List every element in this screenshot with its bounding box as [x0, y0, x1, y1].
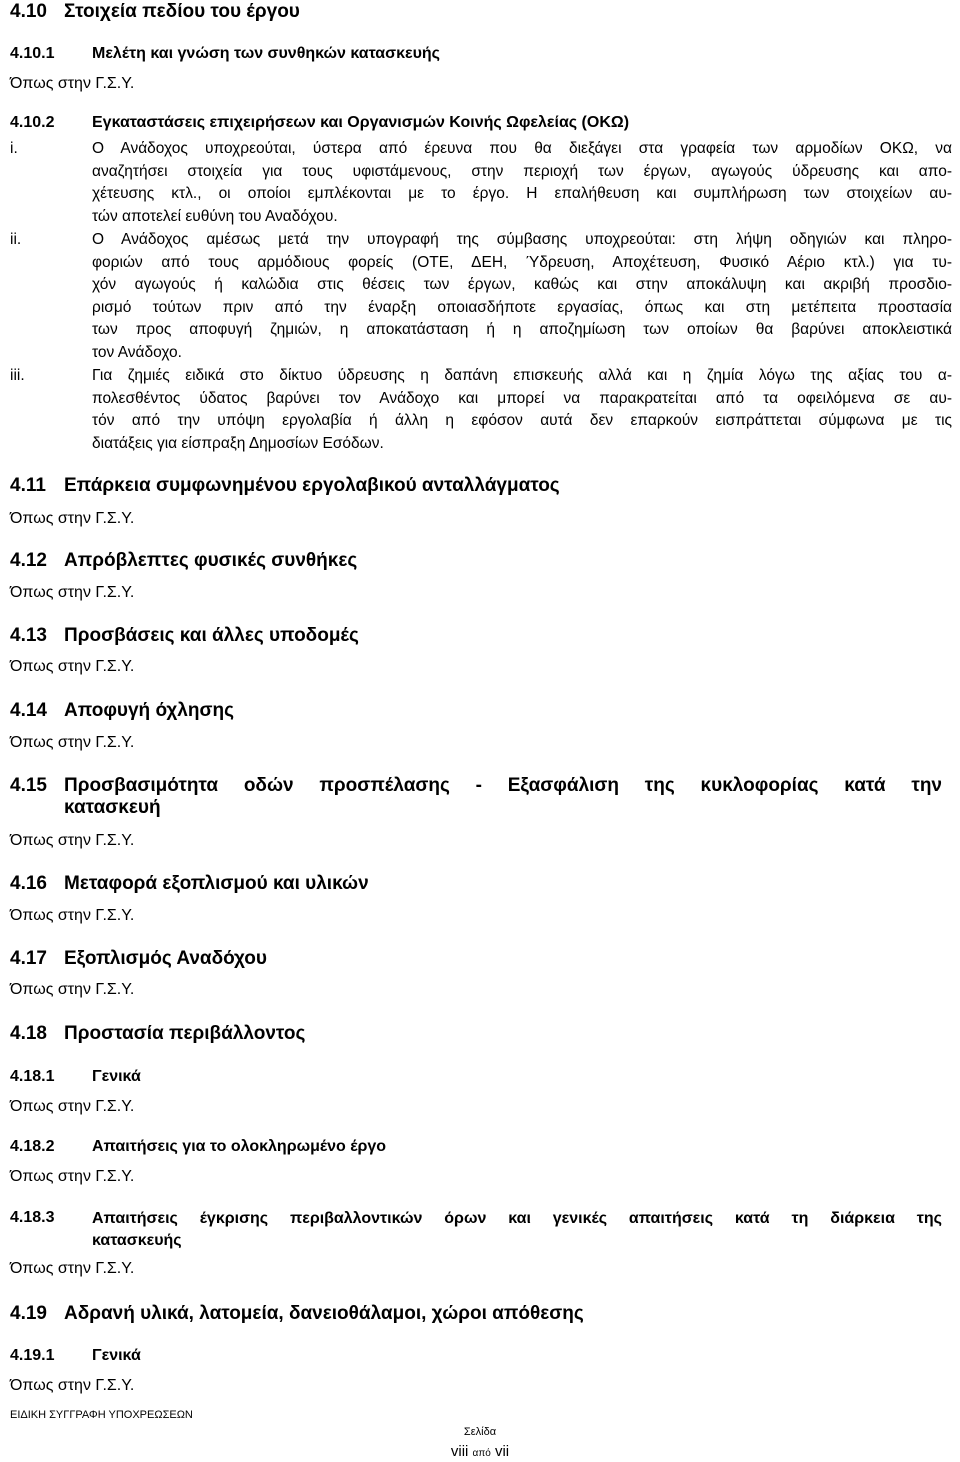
- section-title: Γενικά: [92, 1347, 141, 1364]
- heading-4-19-1: [10, 1346, 141, 1366]
- section-number: 4.18: [10, 1023, 47, 1044]
- section-title: Εξοπλισμός Αναδόχου: [64, 948, 267, 969]
- heading-4-13: [10, 625, 359, 647]
- section-title-line: κατασκευή: [64, 797, 161, 818]
- section-number: 4.15: [10, 775, 47, 796]
- text-line: Ο Ανάδοχος αμέσως μετά την υπογραφή της σύμβασης υποχρεούται: στη λήψη οδηγιών και πληρο-: [92, 231, 952, 248]
- section-number: 4.12: [10, 550, 47, 571]
- section-body: Όπως στην Γ.Σ.Υ.: [10, 981, 135, 998]
- section-title: Εγκαταστάσεις επιχειρήσεων και Οργανισμών Κοινής Ωφελείας (ΟΚΩ): [92, 114, 630, 131]
- footer-page-label: Σελίδα: [463, 1426, 497, 1438]
- section-title-line: Απαιτήσεις έγκρισης περιβαλλοντικών όρων και γενικές απαιτήσεις κατά τη διάρκεια της: [92, 1210, 942, 1227]
- section-body: Όπως στην Γ.Σ.Υ.: [10, 734, 135, 751]
- heading-4-18-2: [10, 1137, 386, 1157]
- page-of: από: [472, 1448, 491, 1459]
- section-title: Στοιχεία πεδίου του έργου: [64, 1, 300, 22]
- text-line: Για ζημιές ειδικά στο δίκτυο ύδρευσης η δαπάνη επισκευής αλλά και η ζημία λόγω της αξίας του α-: [92, 367, 952, 384]
- section-title: Προσβάσεις και άλλες υποδομές: [64, 625, 359, 646]
- section-body: Όπως στην Γ.Σ.Υ.: [10, 1377, 135, 1394]
- section-body: Όπως στην Γ.Σ.Υ.: [10, 832, 135, 849]
- text-line: φοριών από τους αρμόδιους φορείς (ΟΤΕ, ΔΕΗ, Ύδρευση, Αποχέτευση, Φυσικό Αέριο κτλ.) για τυ-: [92, 253, 952, 271]
- heading-4-10-1: [10, 44, 440, 64]
- section-body: Όπως στην Γ.Σ.Υ.: [10, 510, 135, 527]
- text-line: αναζητήσει στοιχεία για τους υφιστάμενους, στην περιοχή των έργων, αγωγούς ύδρευσης και απο-: [92, 162, 952, 180]
- section-title-line: Προσβασιμότητα οδών προσπέλασης - Εξασφάλιση της κυκλοφορίας κατά την: [64, 775, 942, 796]
- section-number: 4.10.2: [10, 114, 55, 131]
- section-title: Αποφυγή όχλησης: [64, 700, 234, 721]
- heading-4-15: [10, 775, 942, 819]
- heading-4-12: [10, 550, 357, 572]
- section-number: 4.10: [10, 1, 47, 22]
- text-line: πολεσθέντος ύδατος βαρύνει τον Ανάδοχο και μπορεί να παρακρατείται από τα οφειλόμενα σε αυ-: [92, 389, 952, 407]
- section-title: Απαιτήσεις για το ολοκληρωμένο έργο: [92, 1138, 387, 1155]
- page-total: vii: [494, 1443, 510, 1460]
- section-number: 4.14: [10, 700, 47, 721]
- section-body: Όπως στην Γ.Σ.Υ.: [10, 1098, 135, 1115]
- section-number: 4.18.1: [10, 1068, 55, 1085]
- list-text: [92, 138, 952, 228]
- heading-4-19: [10, 1303, 584, 1325]
- section-body: Όπως στην Γ.Σ.Υ.: [10, 1168, 135, 1185]
- section-title: Γενικά: [92, 1068, 141, 1085]
- text-line: χέτευσης κτλ., οι οποίοι εμπλέκονται με το έργο. Η επαλήθευση και συμπλήρωση των στοιχείων αυ-: [92, 185, 952, 202]
- text-line: τών αποτελεί ευθύνη του Αναδόχου.: [92, 207, 338, 225]
- section-title: Προστασία περιβάλλοντος: [64, 1023, 306, 1044]
- section-number: 4.18.2: [10, 1138, 55, 1155]
- section-title: Επάρκεια συμφωνημένου εργολαβικού ανταλλάγματος: [64, 475, 560, 496]
- heading-4-18-1: [10, 1067, 141, 1087]
- list-text: [92, 365, 952, 455]
- section-number: 4.18.3: [10, 1209, 55, 1226]
- list-item-ii: [10, 229, 952, 364]
- section-number: 4.13: [10, 625, 47, 646]
- section-body: Όπως στην Γ.Σ.Υ.: [10, 584, 135, 601]
- list-number: iii.: [10, 367, 25, 384]
- section-number: 4.16: [10, 873, 47, 894]
- page-current: viii: [450, 1443, 469, 1460]
- text-line: χόν αγωγούς ή καλώδια στις θέσεις των έργων, καθώς και στην αποκάλυψη και ακριβή προσδιο-: [92, 276, 952, 293]
- heading-4-14: [10, 700, 234, 722]
- text-line: τον Ανάδοχο.: [92, 343, 182, 361]
- section-body: Όπως στην Γ.Σ.Υ.: [10, 1260, 135, 1277]
- list-text: [92, 229, 952, 364]
- footer-page-number: [380, 1443, 580, 1460]
- section-number: 4.19: [10, 1303, 47, 1324]
- section-title: Αδρανή υλικά, λατομεία, δανειοθάλαμοι, χώροι απόθεσης: [64, 1303, 584, 1324]
- heading-4-11: [10, 475, 560, 497]
- text-line: τόν από την υπόψη εργολαβία ή άλλη η εφόσον αυτά δεν επαρκούν εισπράττεται σύμφωνα με τις: [92, 412, 952, 429]
- section-title-line: κατασκευής: [92, 1232, 182, 1249]
- heading-4-10: [10, 1, 300, 23]
- text-line: Ο Ανάδοχος υποχρεούται, ύστερα από έρευνα που θα διεξάγει στα γραφεία των αρμοδίων ΟΚΩ, να: [92, 140, 952, 157]
- heading-4-18-3: [10, 1208, 942, 1252]
- section-title: Μελέτη και γνώση των συνθηκών κατασκευής: [92, 45, 440, 62]
- section-title: Απρόβλεπτες φυσικές συνθήκες: [64, 550, 358, 571]
- heading-4-17: [10, 948, 267, 970]
- text-line: των προς αποφυγή ζημιών, η αποκατάσταση ή η αποζημίωση των οποίων θα βαρύνει αποκλειστικά: [92, 321, 952, 338]
- list-number: ii.: [10, 231, 22, 248]
- heading-4-16: [10, 873, 369, 895]
- text-line: διατάξεις για είσπραξη Δημοσίων Εσόδων.: [92, 434, 384, 452]
- heading-4-10-2: [10, 113, 629, 133]
- list-item-iii: [10, 365, 952, 455]
- section-number: 4.19.1: [10, 1347, 55, 1364]
- footer-document-name: ΕΙΔΙΚΗ ΣΥΓΓΡΑΦΗ ΥΠΟΧΡΕΩΣΕΩΝ: [10, 1409, 193, 1421]
- section-number: 4.17: [10, 948, 47, 969]
- section-body: Όπως στην Γ.Σ.Υ.: [10, 75, 135, 92]
- section-title: Μεταφορά εξοπλισμού και υλικών: [64, 873, 369, 894]
- section-body: Όπως στην Γ.Σ.Υ.: [10, 907, 135, 924]
- list-item-i: [10, 138, 952, 228]
- section-number: 4.11: [10, 475, 46, 496]
- list-number: i.: [10, 140, 18, 157]
- text-line: ρισμό τούτων πριν από την έναρξη οποιασδήποτε εργασίας, όπως και στη μετέπειτα προστασία: [92, 298, 952, 316]
- section-number: 4.10.1: [10, 45, 55, 62]
- section-body: Όπως στην Γ.Σ.Υ.: [10, 658, 135, 675]
- heading-4-18: [10, 1023, 305, 1045]
